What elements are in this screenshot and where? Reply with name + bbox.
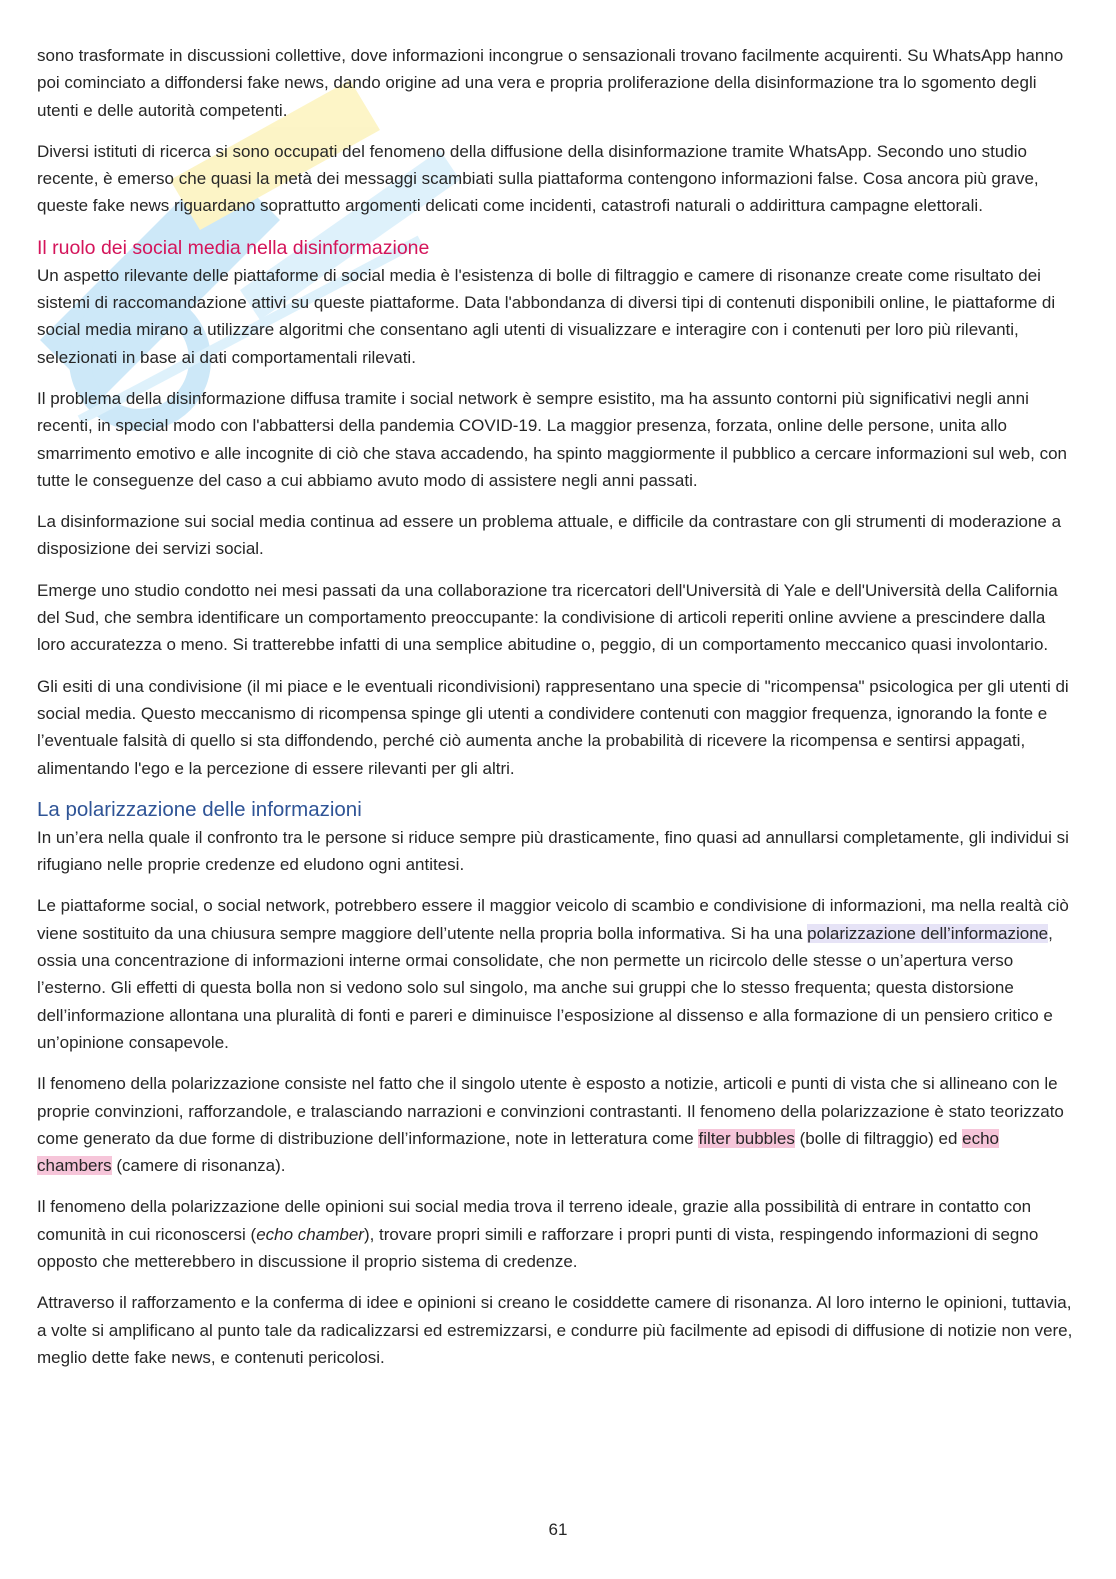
document-page [37, 42, 1077, 1385]
section-heading-social-media: Il ruolo dei social media nella disinformazione [37, 236, 430, 259]
paragraph: In un’era nella quale il confronto tra le persone si riduce sempre più drasticamente, fino quasi ad annullarsi completamente, gli individui si rifugiano nelle proprie credenze ed eludono ogni antitesi. [37, 827, 1069, 875]
paragraph: La disinformazione sui social media continua ad essere un problema attuale, e difficile da contrastare con gli strumenti di moderazione a disposizione dei servizi social. [37, 512, 1062, 559]
text-run: (bolle di filtraggio) ed [794, 1128, 963, 1148]
section-heading-polarization: La polarizzazione delle informazioni [37, 797, 362, 821]
paragraph: Diversi istituti di ricerca si sono occupati del fenomeno della diffusione della disinformazione tramite WhatsApp. Secondo uno studio recente, è emerso che quasi la metà dei messaggi scambiati sulla piattaforma contengono informazioni false. Cosa ancora più grave, queste fake news riguardano soprattutto argomenti delicati come incidenti, catastrofi naturali o addirittura campagne elettorali. [37, 141, 1039, 216]
page-number: 61 [548, 1520, 568, 1539]
text-run: ), trovare propri simili e rafforzare i propri punti di vista, respingendo informazioni di segno opposto che metterebbero in discussione il proprio sistema di credenze. [37, 1224, 1039, 1271]
text-run: , ossia una concentrazione di informazioni interne ormai consolidate, che non permette un ricircolo delle stesse o un’apertura verso l’esterno. Gli effetti di questa bolla non si vedono solo sul singolo, ma anche sui gruppi che lo stesso frequenta; questa distorsione dell’informazione allontana una pluralità di fonti e pareri e diminuisce l’esposizione al dissenso e alla formazione di un pensiero critico e un’opinione consapevole. [37, 923, 1053, 1052]
highlight-filter-bubbles: filter bubbles [698, 1128, 795, 1148]
paragraph: Attraverso il rafforzamento e la conferma di idee e opinioni si creano le cosiddette camere di risonanza. Al loro interno le opinioni, tuttavia, a volte si amplificano al punto tale da radicalizzarsi ed estremizzarsi, e condurre più facilmente ad episodi di diffusione di notizie non vere, meglio dette fake news, e contenuti pericolosi. [37, 1293, 1073, 1367]
paragraph [37, 892, 1077, 1056]
paragraph: Emerge uno studio condotto nei mesi passati da una collaborazione tra ricercatori dell'Università di Yale e dell'Università della California del Sud, che sembra identificare un comportamento preoccupante: la condivisione di articoli reperiti online avviene a prescindere dalla loro accuratezza o meno. Si tratterebbe infatti di una semplice abitudine o, peggio, di un comportamento meccanico quasi involontario. [37, 580, 1058, 655]
paragraph [37, 1193, 1077, 1275]
text-run: (camere di risonanza). [111, 1156, 286, 1176]
paragraph: Gli esiti di una condivisione (il mi piace e le eventuali ricondivisioni) rappresentano una specie di "ricompensa" psicologica per gli utenti di social media. Questo meccanismo di ricompensa spinge gli utenti a condividere contenuti con maggior frequenza, ignorando la fonte e l’eventuale falsità di quello si sta diffondendo, perché ciò aumenta anche la probabilità di ricevere la ricompensa e sentirsi appagati, alimentando l'ego e la percezione di essere rilevanti per gli altri. [37, 676, 1069, 778]
text-run: Il fenomeno della polarizzazione delle opinioni sui social media trova il terreno ideale, grazie alla possibilità di entrare in contatto con comunità in cui riconoscersi ( [37, 1197, 1032, 1244]
highlight-echo-chambers: echo chambers [37, 1128, 1000, 1176]
paragraph [37, 1070, 1077, 1179]
paragraph: Il problema della disinformazione diffusa tramite i social network è sempre esistito, ma ha assunto contorni più significativi negli anni recenti, in special modo con l'abbattersi della pandemia COVID-19. La maggior presenza, forzata, online delle persone, unita allo smarrimento emotivo e alle incognite di ciò che stava accadendo, ha spinto maggiormente il pubblico a cercare informazioni sul web, con tutte le conseguenze del caso a cui abbiamo avuto modo di assistere negli anni passati. [37, 388, 1067, 490]
italic-echo-chamber: echo chamber [256, 1224, 364, 1244]
paragraph: Un aspetto rilevante delle piattaforme di social media è l'esistenza di bolle di filtraggio e camere di risonanze create come risultato dei sistemi di raccomandazione attivi su queste piattaforme. Data l'abbondanza di diversi tipi di contenuti disponibili online, le piattaforme di social media mirano a utilizzare algoritmi che consentano agli utenti di visualizzare e interagire con i contenuti per loro più rilevanti, selezionati in base ai dati comportamentali rilevati. [37, 265, 1056, 367]
text-run: Le piattaforme social, o social network, potrebbero essere il maggior veicolo di scambio e condivisione di informazioni, ma nella realtà ciò viene sostituito da una chiusura sempre maggiore dell’utente nella propria bolla informativa. Si ha una [37, 896, 1069, 943]
highlight-polarizzazione: polarizzazione dell’informazione [807, 923, 1049, 943]
paragraph: sono trasformate in discussioni collettive, dove informazioni incongrue o sensazionali trovano facilmente acquirenti. Su WhatsApp hanno poi cominciato a diffondersi fake news, dando origine ad una vera e propria proliferazione della disinformazione tra lo sgomento degli utenti e delle autorità competenti. [37, 46, 1064, 120]
text-run: Il fenomeno della polarizzazione consiste nel fatto che il singolo utente è esposto a notizie, articoli e punti di vista che si allineano con le proprie convinzioni, rafforzandole, e tralasciando narrazioni e convinzioni contrastanti. Il fenomeno della polarizzazione è stato teorizzato come generato da due forme di distribuzione dell’informazione, note in letteratura come [37, 1074, 1064, 1148]
